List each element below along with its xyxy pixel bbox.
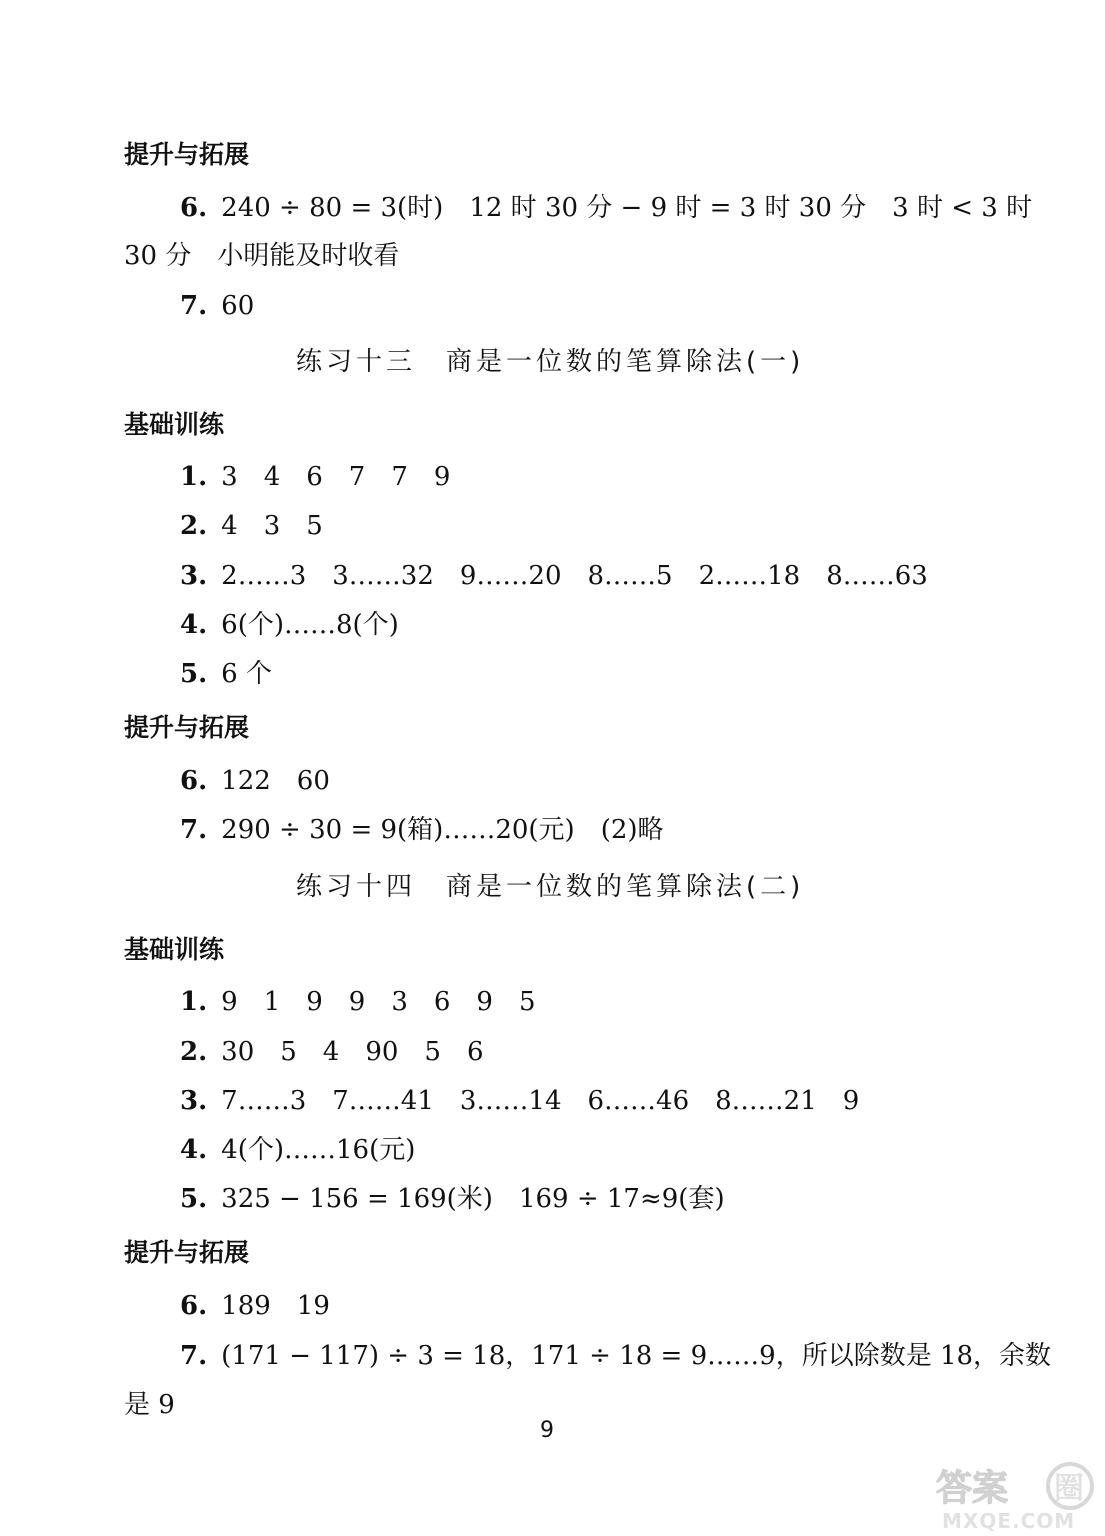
svg-text:MXQE.COM: MXQE.COM <box>942 1509 1076 1532</box>
exercise-13-title: 练习十三 商是一位数的笔算除法(一) <box>296 347 805 377</box>
answer-6-continuation: 30 分 小明能及时收看 <box>124 241 400 271</box>
answer-text: 30 5 4 90 5 6 <box>221 1037 484 1067</box>
section-heading-basic: 基础训练 <box>124 410 225 439</box>
svg-text:圈: 圈 <box>1054 1471 1084 1506</box>
section-heading-extension: 提升与拓展 <box>124 713 250 742</box>
answer-3 <box>180 1086 859 1116</box>
exercise-14-title: 练习十四 商是一位数的笔算除法(二) <box>296 872 805 902</box>
answer-number: 6. <box>180 1291 208 1321</box>
answer-number: 7. <box>180 291 208 321</box>
answer-text: 290 ÷ 30 = 9(箱)……20(元) (2)略 <box>221 815 664 845</box>
answer-number: 3. <box>180 561 208 591</box>
answer-5 <box>180 1184 725 1214</box>
answer-text: 60 <box>221 291 255 321</box>
section-heading-extension: 提升与拓展 <box>124 140 250 169</box>
answer-number: 5. <box>180 1184 208 1214</box>
section-heading-basic: 基础训练 <box>124 935 225 964</box>
answer-6 <box>180 1291 330 1321</box>
answer-6 <box>180 193 1032 223</box>
answer-text: 4 3 5 <box>221 511 323 541</box>
section-heading-extension: 提升与拓展 <box>124 1238 250 1267</box>
answer-text: 9 1 9 9 3 6 9 5 <box>221 987 536 1017</box>
answer-number: 6. <box>180 766 208 796</box>
answer-7 <box>180 815 664 845</box>
answer-7 <box>180 291 254 321</box>
answer-number: 3. <box>180 1086 208 1116</box>
svg-text:答案: 答案 <box>936 1468 1009 1509</box>
answer-5 <box>180 659 272 689</box>
answer-text: 6(个)……8(个) <box>221 610 399 640</box>
answer-text: 325 − 156 = 169(米) 169 ÷ 17≈9(套) <box>221 1184 725 1214</box>
answer-number: 7. <box>180 815 208 845</box>
answer-number: 2. <box>180 511 208 541</box>
answer-4 <box>180 1135 415 1165</box>
answer-3 <box>180 561 928 591</box>
answer-text: 7……3 7……41 3……14 6……46 8……21 9 <box>221 1086 860 1116</box>
answer-number: 2. <box>180 1037 208 1067</box>
answer-1 <box>180 987 536 1017</box>
answer-2 <box>180 1037 484 1067</box>
answer-7-continuation: 是 9 <box>124 1390 175 1420</box>
answer-number: 6. <box>180 193 208 223</box>
answer-6 <box>180 766 330 796</box>
answer-number: 5. <box>180 659 208 689</box>
answer-text: (171 − 117) ÷ 3 = 18，171 ÷ 18 = 9……9，所以除数是 18，余数 <box>221 1341 1052 1371</box>
answer-text: 2……3 3……32 9……20 8……5 2……18 8……63 <box>221 561 928 591</box>
answer-number: 4. <box>180 1135 208 1165</box>
answer-number: 1. <box>180 462 208 492</box>
answer-2 <box>180 511 323 541</box>
answer-1 <box>180 462 450 492</box>
answer-text: 4(个)……16(元) <box>221 1135 416 1165</box>
watermark-logo <box>930 1460 1095 1532</box>
answer-text: 6 个 <box>221 659 272 689</box>
answer-7 <box>180 1341 1051 1371</box>
answer-text: 3 4 6 7 7 9 <box>221 462 451 492</box>
answer-text: 240 ÷ 80 = 3(时) 12 时 30 分 − 9 时 = 3 时 30 分 3 时 < 3 时 <box>221 193 1033 223</box>
answer-number: 4. <box>180 610 208 640</box>
answer-text: 122 60 <box>221 766 330 796</box>
page-number: 9 <box>540 1418 554 1443</box>
answer-4 <box>180 610 399 640</box>
answer-number: 1. <box>180 987 208 1017</box>
answer-number: 7. <box>180 1341 208 1371</box>
answer-text: 189 19 <box>221 1291 330 1321</box>
